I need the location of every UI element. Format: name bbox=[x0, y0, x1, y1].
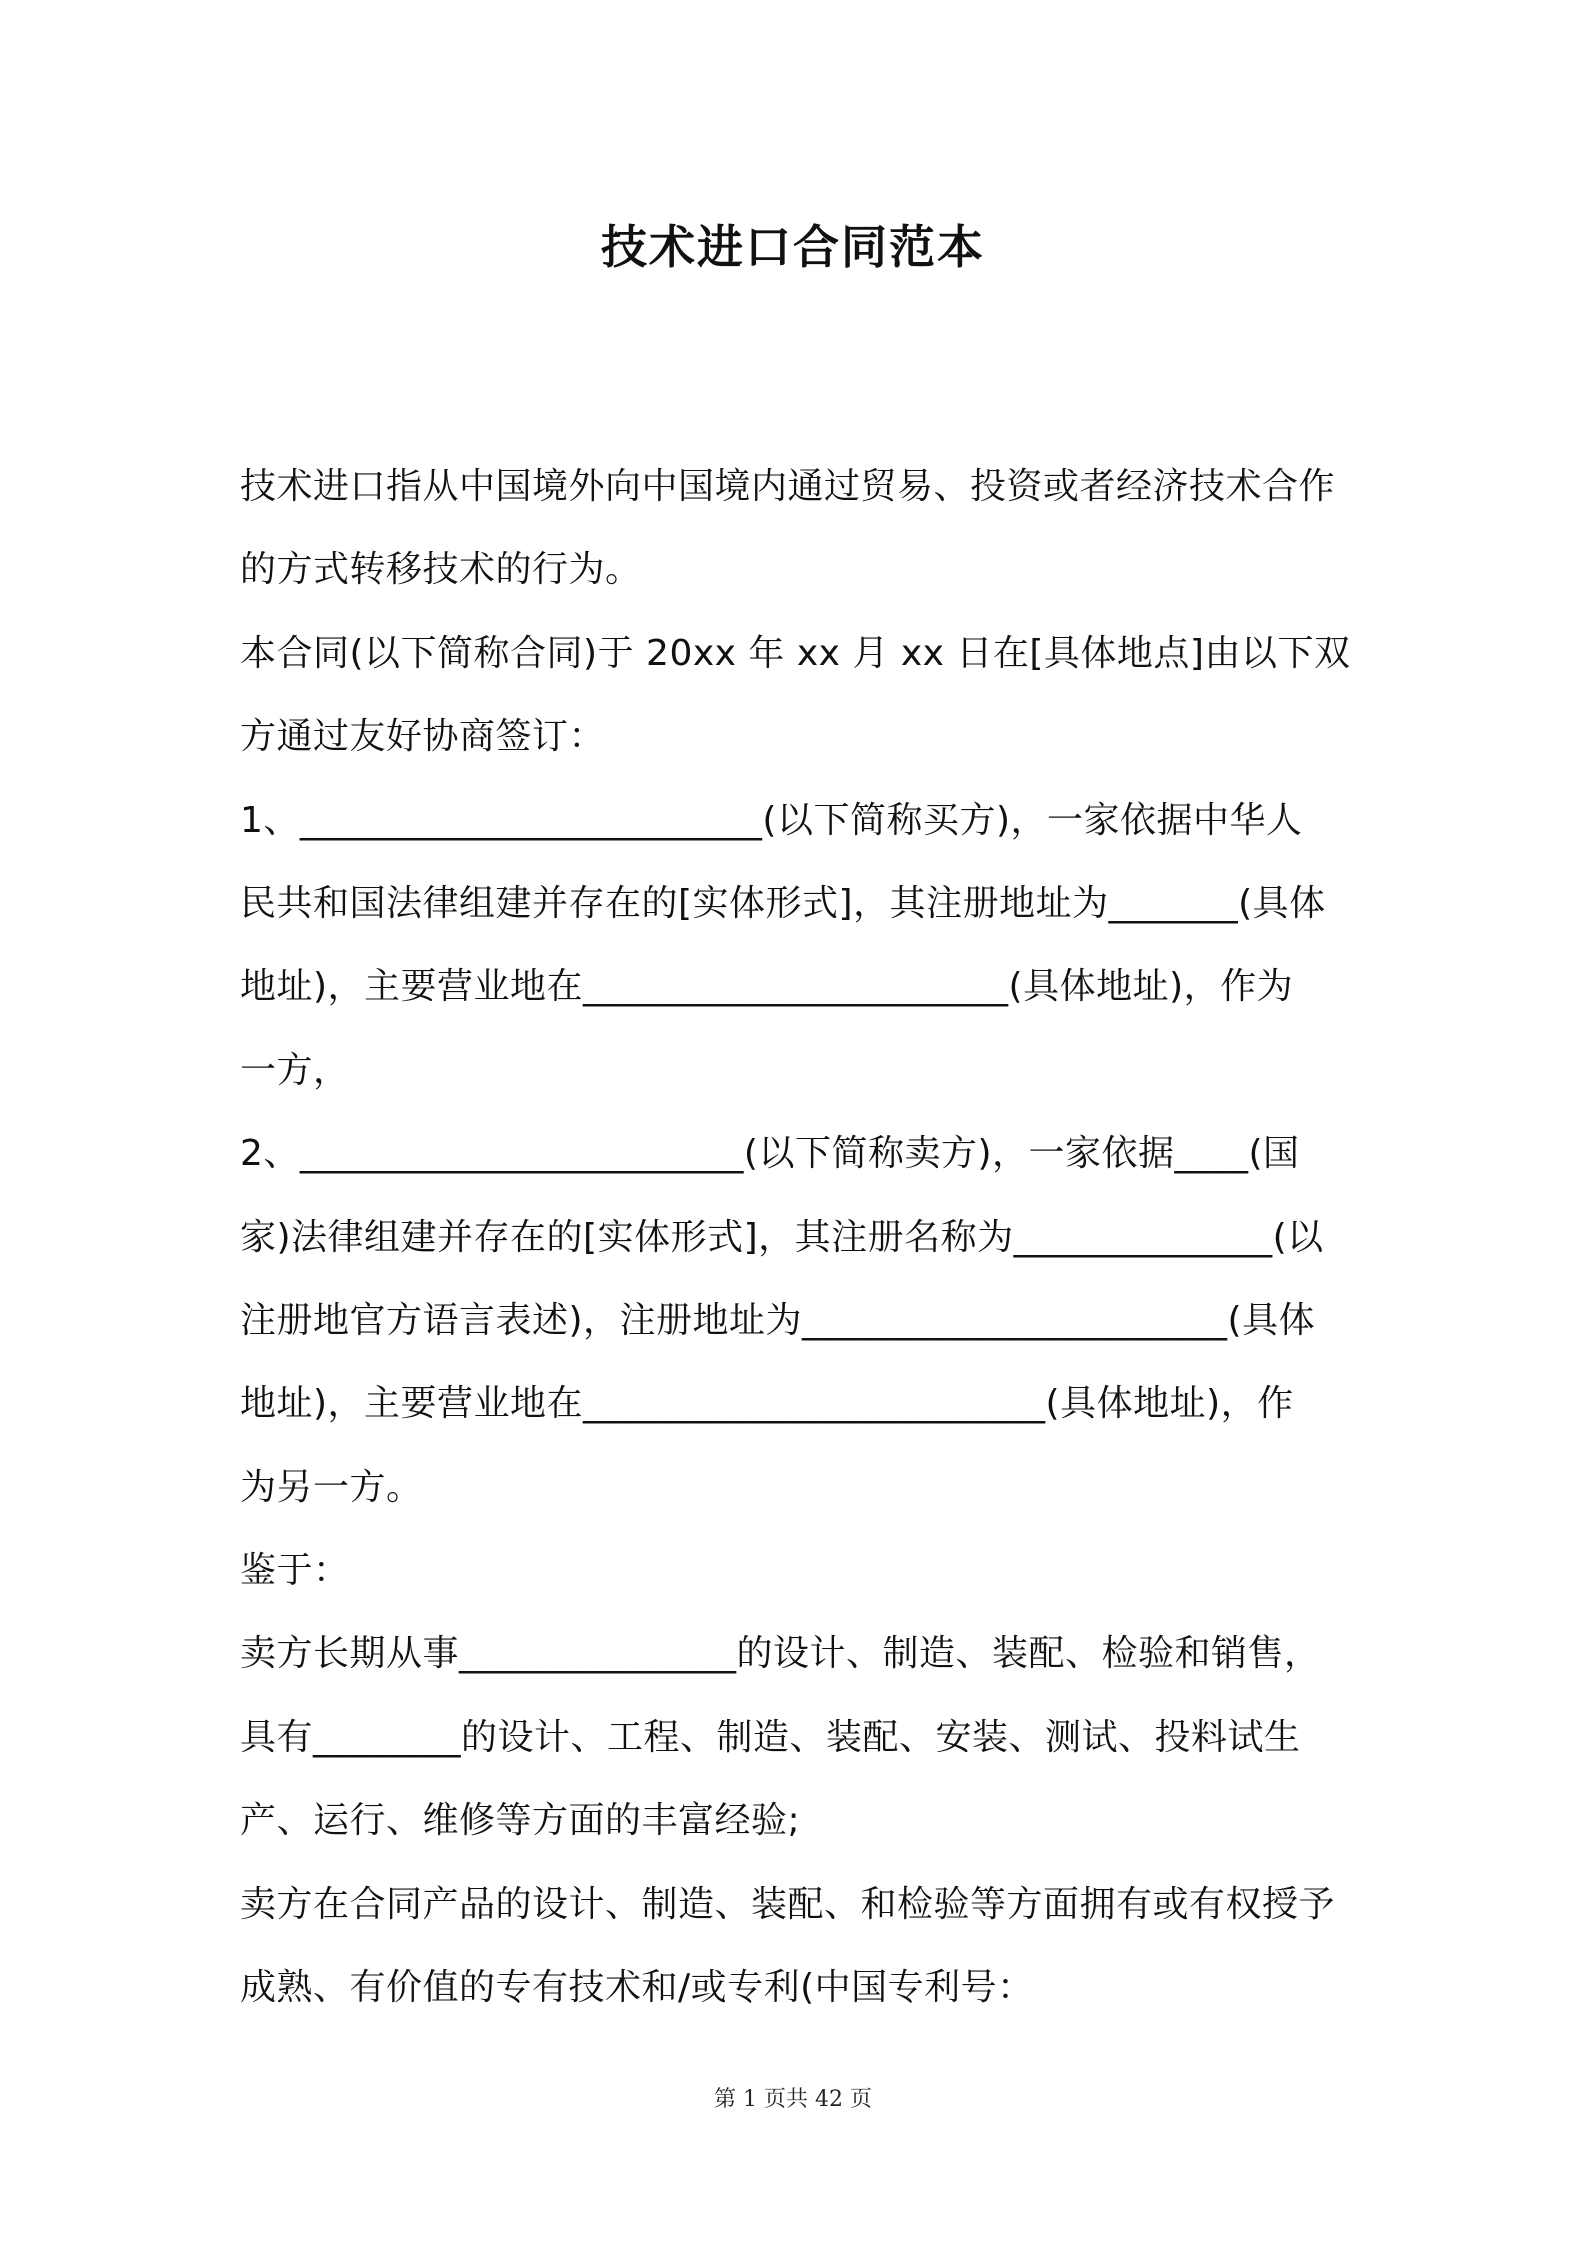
body-line: 1、_________________________(以下简称买方)，一家依据中华人 bbox=[240, 799, 1303, 841]
body-line: 卖方长期从事_______________的设计、制造、装配、检验和销售， bbox=[240, 1633, 1321, 1675]
document-body bbox=[240, 445, 1350, 2029]
body-line: 为另一方。 bbox=[240, 1466, 423, 1508]
body-line: 产、运行、维修等方面的丰富经验; bbox=[240, 1800, 801, 1842]
body-line: 家)法律组建并存在的[实体形式]，其注册名称为______________(以 bbox=[240, 1216, 1324, 1258]
body-line: 地址)，主要营业地在_______________________(具体地址)，作为 bbox=[240, 966, 1294, 1008]
body-line: 具有________的设计、工程、制造、装配、安装、测试、投料试生 bbox=[240, 1716, 1301, 1758]
document-title: 技术进口合同范本 bbox=[601, 220, 985, 274]
body-line: 技术进口指从中国境外向中国境内通过贸易、投资或者经济技术合作 bbox=[240, 466, 1336, 507]
page-footer: 第 1 页共 42 页 bbox=[714, 2087, 872, 2112]
body-line: 方通过友好协商签订： bbox=[240, 716, 606, 758]
body-line: 的方式转移技术的行为。 bbox=[240, 549, 642, 591]
body-line: 2、________________________(以下简称卖方)，一家依据____(国 bbox=[240, 1133, 1300, 1175]
body-line: 鉴于： bbox=[240, 1550, 350, 1592]
body-line: 地址)，主要营业地在_________________________(具体地址)，作 bbox=[240, 1383, 1294, 1425]
body-line: 民共和国法律组建并存在的[实体形式]，其注册地址为_______(具体 bbox=[240, 882, 1326, 924]
body-line: 注册地官方语言表述)，注册地址为_______________________(具体 bbox=[240, 1299, 1316, 1341]
body-line: 成熟、有价值的专有技术和/或专利(中国专利号： bbox=[240, 1967, 1034, 2009]
body-line: 卖方在合同产品的设计、制造、装配、和检验等方面拥有或有权授予 bbox=[240, 1883, 1336, 1925]
body-line: 本合同(以下简称合同)于 20xx 年 xx 月 xx 日在[具体地点]由以下双 bbox=[240, 632, 1351, 674]
body-line: 一方， bbox=[240, 1049, 350, 1091]
